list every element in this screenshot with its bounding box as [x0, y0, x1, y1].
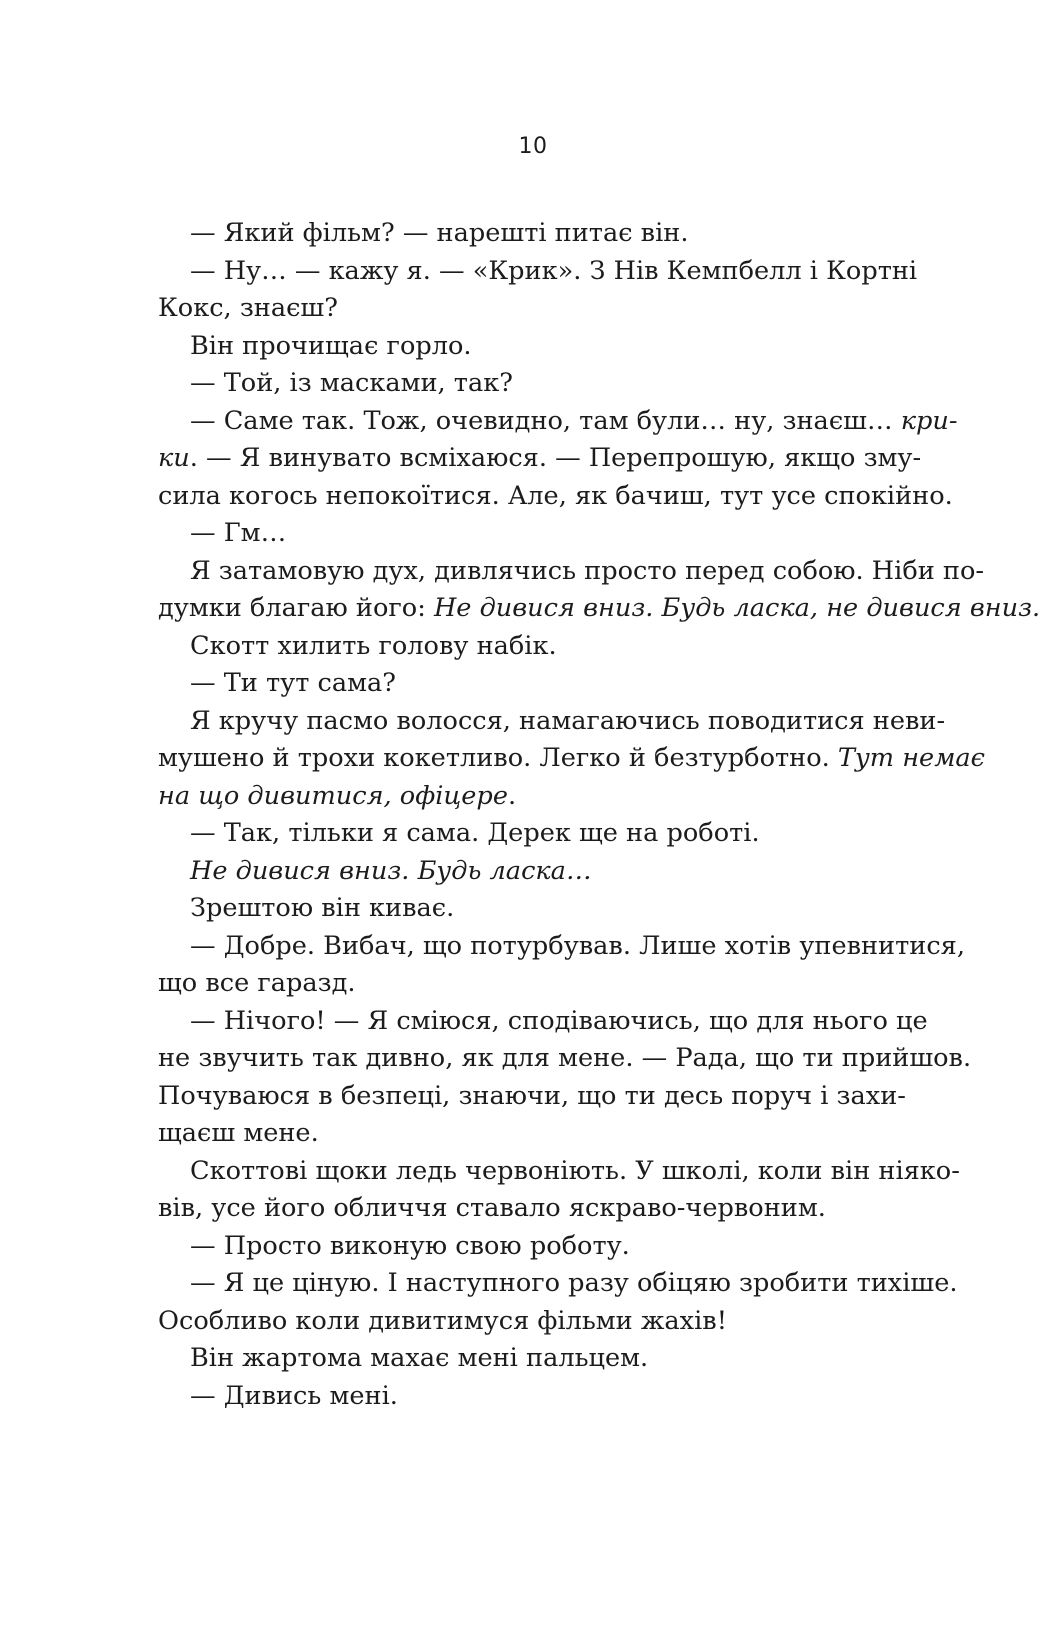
italic-text-segment: Не дивися вниз. Будь ласка, не дивися вниз. — [433, 593, 1040, 623]
italic-text-segment: Не дивися вниз. Будь ласка… — [190, 855, 592, 886]
text-line: Він жартома махає мені пальцем. — [190, 1343, 649, 1373]
text-line — [158, 553, 985, 591]
text-line: — Дивись мені. — [190, 1380, 398, 1411]
text-segment: — Ну… — кажу я. — «Крик». З Нів Кемпбелл і Кортні — [190, 255, 918, 286]
text-line: Особливо коли дивитимуся фільми жахів! — [158, 1305, 727, 1336]
text-line — [158, 1040, 972, 1078]
text-line — [158, 253, 918, 291]
text-segment: Почуваюся в безпеці, знаючи, що ти десь поруч і захи- — [158, 1080, 906, 1111]
text-line — [158, 590, 1040, 628]
text-line — [158, 440, 922, 478]
text-line: вів, усе його обличчя ставало яскраво-червоним. — [158, 1193, 826, 1223]
text-line — [158, 478, 953, 516]
text-line: — Так, тільки я сама. Дерек ще на роботі. — [190, 818, 760, 848]
text-line — [158, 928, 965, 966]
text-line — [158, 403, 958, 441]
text-line — [158, 1265, 958, 1303]
text-line — [158, 853, 898, 891]
text-line: Кокс, знаєш? — [158, 293, 338, 323]
text-segment: — Нічого! — Я сміюся, сподіваючись, що для нього це — [190, 1005, 928, 1036]
text-segment: — Добре. Вибач, що потурбував. Лише хотів упевнитися, — [190, 930, 965, 961]
italic-text-segment: на що дивитися, офіцере — [158, 780, 508, 811]
text-line — [158, 1153, 960, 1191]
text-line — [158, 778, 898, 816]
body-text — [158, 215, 1040, 1415]
text-line: щаєш мене. — [158, 1118, 319, 1148]
text-segment: Я кручу пасмо волосся, намагаючись поводитися неви- — [190, 705, 946, 736]
text-line: Зрештою він киває. — [190, 893, 455, 923]
italic-text-segment: кри- — [900, 405, 958, 436]
text-line: — Який фільм? — нарешті питає він. — [190, 218, 689, 248]
text-segment: Я затамовую дух, дивлячись просто перед собою. Ніби по- — [190, 555, 985, 586]
text-line: — Гм… — [190, 518, 287, 548]
text-segment: Скоттові щоки ледь червоніють. У школі, коли він ніяко- — [190, 1155, 960, 1186]
text-segment: не звучить так дивно, як для мене. — Рада, що ти прийшов. — [158, 1043, 972, 1073]
text-line — [158, 703, 946, 741]
text-line: — Той, із масками, так? — [190, 368, 513, 398]
text-line: Він прочищає горло. — [190, 330, 472, 361]
text-line: — Просто виконую свою роботу. — [190, 1230, 630, 1261]
text-line: що все гаразд. — [158, 968, 356, 998]
text-segment: мушено й трохи кокетливо. Легко й безтурботно. — [158, 743, 838, 773]
text-line — [158, 1003, 928, 1041]
text-segment: думки благаю його: — [158, 593, 434, 623]
text-line — [158, 1078, 906, 1116]
text-segment: сила когось непокоїтися. Але, як бачиш, тут усе спокійно. — [158, 480, 953, 511]
italic-text-segment: Тут немає — [837, 743, 986, 773]
text-segment: . — [507, 780, 517, 811]
text-line: — Ти тут сама? — [190, 668, 396, 698]
text-segment: — Я це ціную. І наступного разу обіцяю зробити тихіше. — [190, 1268, 958, 1298]
text-line — [158, 740, 986, 778]
text-segment: . — Я винувато всміхаюся. — Перепрошую, якщо зму- — [189, 443, 922, 473]
italic-text-segment: ки — [158, 443, 190, 473]
text-segment: — Саме так. Тож, очевидно, там були… ну, знаєш… — [190, 405, 901, 436]
page-number: 10 — [518, 134, 548, 159]
text-line: Скотт хилить голову набік. — [190, 630, 557, 661]
